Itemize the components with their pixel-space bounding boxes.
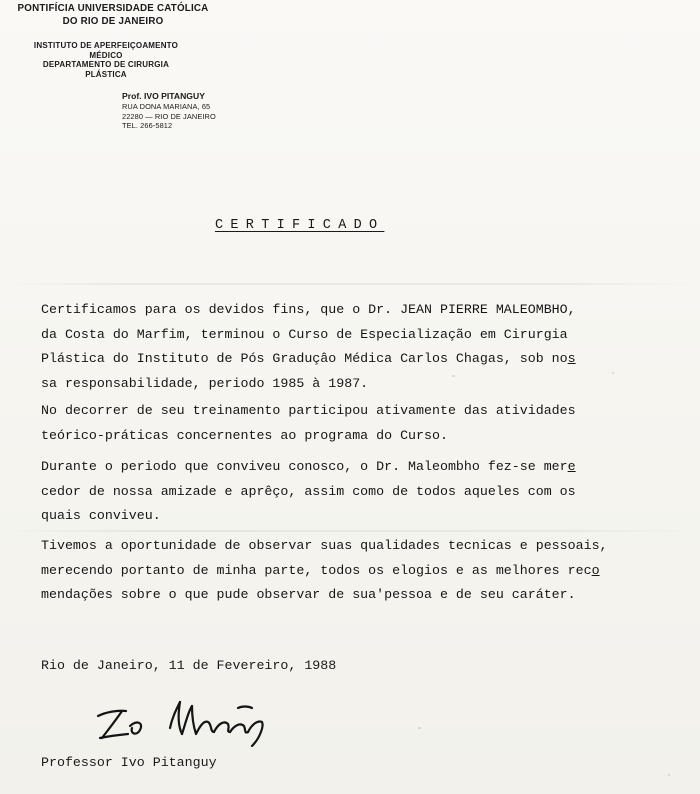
phone-number: TEL. 266-5812: [122, 121, 173, 130]
paragraph-line: mendações sobre o que pude observar de sua'pessoa e de seu caráter.: [41, 587, 576, 602]
document-title: CERTIFICADO: [215, 218, 385, 233]
paragraph-line: [41, 347, 696, 372]
paragraph-line: quais conviveu.: [41, 508, 161, 523]
paper-speck: [418, 727, 421, 729]
paragraph-line: [41, 455, 696, 480]
paragraph-recommendation: [41, 534, 696, 608]
professor-contact: [122, 91, 262, 131]
signer-name: Professor Ivo Pitanguy: [41, 755, 217, 770]
paragraph-training: [41, 399, 696, 448]
paragraph-line: da Costa do Marfim, terminou o Curso de Especialização em Cirurgia: [41, 326, 568, 342]
line-text: merecendo portanto de minha parte, todos os elogios e as melhores rec: [41, 562, 592, 578]
paper-speck: [612, 372, 614, 374]
institute-line-3: DEPARTAMENTO DE CIRURGIA: [42, 60, 170, 69]
institute-line-1: INSTITUTO DE APERFEIÇOAMENTO: [33, 41, 179, 50]
place-and-date: Rio de Janeiro, 11 de Fevereiro, 1988: [41, 658, 337, 673]
paragraph-line: teórico-práticas concernentes ao programa do Curso.: [41, 427, 448, 443]
institute-line-2: MÉDICO: [89, 50, 123, 60]
underlined-hyphenation: e: [567, 459, 576, 474]
paper-speck: [668, 774, 670, 776]
paper-fold-line: [0, 530, 700, 532]
paragraph-line: cedor de nossa amizade e aprêço, assim como de todos aqueles com os: [41, 483, 576, 499]
address-line-1: RUA DONA MARIANA, 65: [122, 102, 211, 111]
paragraph-line: sa responsabilidade, periodo 1985 à 1987.: [41, 375, 369, 391]
underlined-hyphenation: o: [591, 562, 600, 578]
handwritten-signature: [92, 688, 292, 748]
underlined-hyphenation: s: [567, 351, 576, 366]
address-line-2: 22280 — RIO DE JANEIRO: [122, 111, 216, 121]
line-text: Durante o periodo que conviveu conosco, o Dr. Maleombho fez-se mer: [41, 459, 568, 474]
line-text: Plástica do Instituto de Pós Graduçâo Médica Carlos Chagas, sob no: [41, 351, 568, 366]
institute-name: [8, 41, 204, 79]
paragraph-conduct: [41, 455, 696, 529]
paragraph-line: [41, 559, 696, 584]
university-line-2: DO RIO DE JANEIRO: [62, 16, 164, 27]
professor-name: Prof. IVO PITANGUY: [122, 91, 205, 101]
paper-fold-line: [0, 283, 700, 285]
paragraph-line: Certificamos para os devidos fins, que o Dr. JEAN PIERRE MALEOMBHO,: [41, 302, 576, 317]
paragraph-line: Tivemos a oportunidade de observar suas qualidades tecnicas e pessoais,: [41, 538, 608, 553]
university-line-1: PONTIFÍCIA UNIVERSIDADE CATÓLICA: [17, 3, 209, 14]
institute-line-4: PLÁSTICA: [85, 69, 127, 79]
paragraph-certification: [41, 298, 696, 396]
university-name: [0, 2, 228, 28]
paper-speck: [452, 375, 455, 377]
paragraph-line: No decorrer de seu treinamento participou ativamente das atividades: [41, 403, 576, 418]
